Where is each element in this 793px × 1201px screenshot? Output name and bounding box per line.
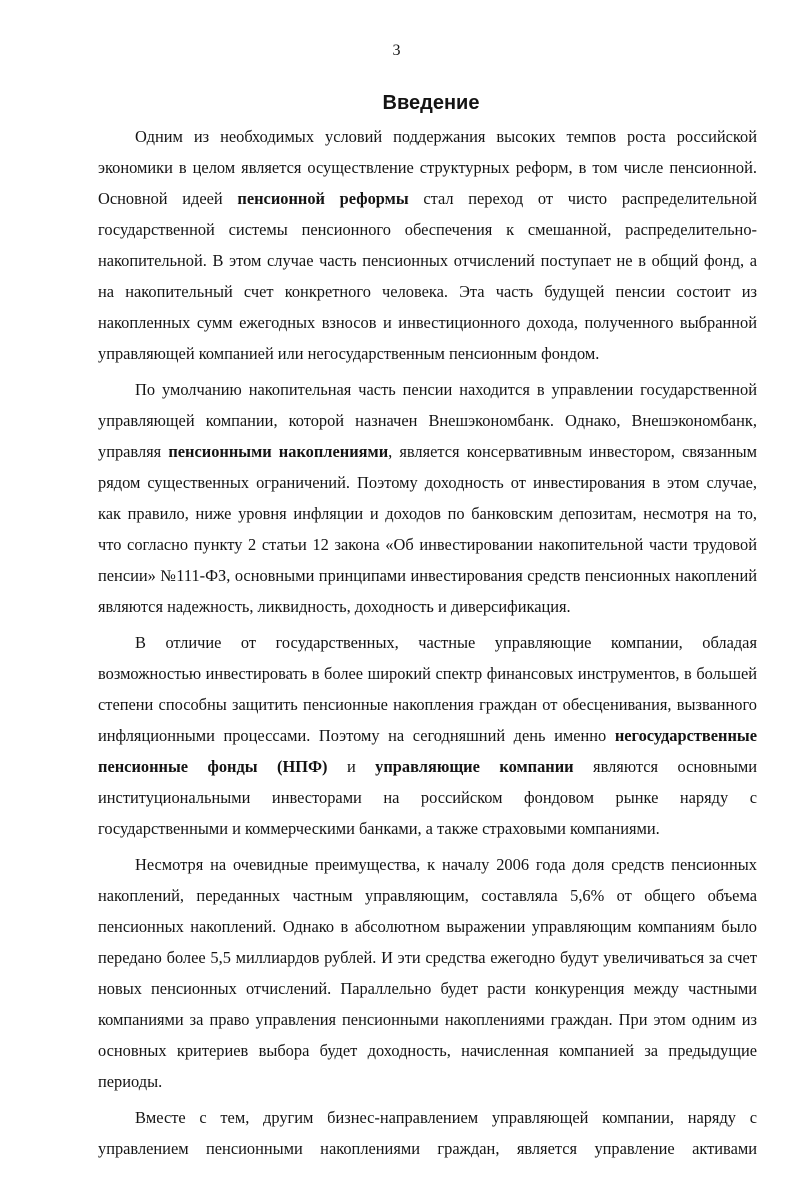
emphasis-term: пенсионными накоплениями — [168, 442, 389, 461]
text-line: По умолчанию накопительная часть пенсии находится в управлении государственной — [135, 380, 757, 399]
text-line: рядом существенных ограничений. Поэтому доходность от инвестирования в этом случае, — [98, 473, 757, 492]
text-line: В отличие от государственных, частные управляющие компании, обладая — [135, 633, 757, 652]
text-line: накопительной. В этом случае часть пенсионных отчислений поступает не в общий фонд, а — [98, 251, 757, 270]
paragraph — [98, 849, 757, 1097]
text-line: передано более 5,5 миллиардов рублей. И эти средства ежегодно будут увеличиваться за счет — [98, 948, 757, 967]
text-line: новых пенсионных отчислений. Параллельно будет расти конкуренция между частными — [98, 979, 757, 998]
emphasis-term: управляющие компании — [375, 757, 574, 776]
text-line: компаниями за право управления пенсионными накоплениями граждан. При этом одним из — [98, 1010, 757, 1029]
emphasis-term: негосударственные — [614, 726, 757, 745]
text-line: накоплений, переданных частным управляющим, составляла 5,6% от общего объема — [98, 886, 757, 905]
text-line: на накопительный счет конкретного человека. Эта часть будущей пенсии состоит из — [98, 282, 757, 301]
text-line: Вместе с тем, другим бизнес-направлением управляющей компании, наряду с — [135, 1108, 757, 1127]
text-line: управляющей компанией или негосударственным пенсионным фондом. — [98, 344, 600, 363]
text-line: основных критериев выбора будет доходность, начисленная компанией за предыдущие — [98, 1041, 757, 1060]
text-line: что согласно пункту 2 статьи 12 закона «Об инвестировании накопительной части трудовой — [98, 535, 757, 554]
text-line: государственной системы пенсионного обеспечения к смешанной, распределительно- — [98, 220, 757, 239]
text-line: являются надежность, ликвидность, доходность и диверсификация. — [98, 597, 571, 616]
text-line: управляя пенсионными накоплениями, является консервативным инвестором, связанным — [98, 442, 757, 461]
section-title: Введение — [382, 92, 480, 114]
text-line: государственными и коммерческими банками, а также страховыми компаниями. — [98, 819, 660, 838]
page-number: 3 — [392, 42, 401, 59]
text-line: как правило, ниже уровня инфляции и доходов по банковским депозитам, несмотря на то, — [98, 504, 757, 523]
text-line: пенсии» №111-ФЗ, основными принципами инвестирования средств пенсионных накоплений — [98, 566, 757, 585]
document-body — [98, 121, 757, 1169]
paragraph — [98, 121, 757, 369]
text-line: институциональными инвесторами на российском фондовом рынке наряду с — [98, 788, 757, 807]
text-line: инфляционными процессами. Поэтому на сегодняшний день именно негосударственные — [98, 726, 757, 745]
text-line: пенсионных накоплений. Однако в абсолютном выражении управляющим компаниям было — [98, 917, 757, 936]
emphasis-term: пенсионные фонды (НПФ) — [98, 757, 328, 776]
paragraph — [98, 627, 757, 844]
text-line: пенсионные фонды (НПФ) и управляющие компании являются основными — [98, 757, 758, 776]
text-line: периоды. — [98, 1072, 163, 1091]
emphasis-term: пенсионной реформы — [237, 189, 409, 208]
text-line: Основной идеей пенсионной реформы стал переход от чисто распределительной — [98, 189, 757, 208]
text-line: экономики в целом является осуществление структурных реформ, в том числе пенсионной. — [98, 158, 757, 177]
paragraph — [98, 374, 757, 622]
text-line: возможностью инвестировать в более широкий спектр финансовых инструментов, в большей — [98, 664, 757, 683]
text-line: Несмотря на очевидные преимущества, к началу 2006 года доля средств пенсионных — [135, 855, 757, 874]
text-line: Одним из необходимых условий поддержания высоких темпов роста российской — [135, 127, 757, 146]
paragraph — [98, 1102, 757, 1164]
text-line: степени способны защитить пенсионные накопления граждан от обесценивания, вызванного — [98, 695, 757, 714]
text-line: накопленных сумм ежегодных взносов и инвестиционного дохода, полученного выбранной — [98, 313, 757, 332]
text-line: управлением пенсионными накоплениями граждан, является управление активами — [98, 1139, 757, 1158]
text-line: управляющей компании, которой назначен Внешэкономбанк. Однако, Внешэкономбанк, — [98, 411, 757, 430]
